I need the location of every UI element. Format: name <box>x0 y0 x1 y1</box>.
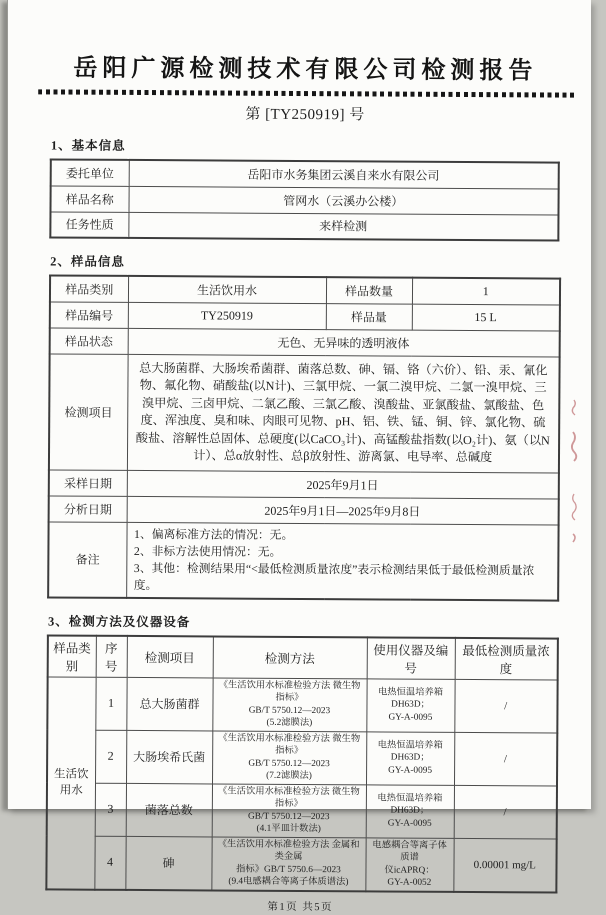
label-cell: 样品编号 <box>50 301 128 327</box>
section-heading-methods: 3、检测方法及仪器设备 <box>47 613 191 629</box>
value-cell: 2025年9月1日—2025年9月8日 <box>127 496 559 525</box>
label-cell: 采样日期 <box>49 469 127 495</box>
test-item-cell: 大肠埃希氏菌 <box>126 730 212 784</box>
value-cell: 管网水（云溪办公楼） <box>128 186 558 215</box>
table-row <box>50 327 560 356</box>
label-cell: 检测项目 <box>49 353 128 469</box>
table-row <box>50 275 560 304</box>
instrument-cell: 电感耦合等离子体质谱 仪icAPRQ： GY-A-0052 <box>365 837 453 891</box>
section-heading-basic-info: 1、基本信息 <box>50 138 126 153</box>
table-row <box>49 353 560 472</box>
test-item-cell: 砷 <box>125 836 211 890</box>
row-number-cell: 1 <box>95 677 126 730</box>
table-row <box>51 159 559 188</box>
row-number-cell: 2 <box>95 730 126 783</box>
table-row <box>50 301 560 330</box>
method-cell: 《生活饮用水标准检验方法 微生物指标》 GB/T 5750.12—2023 (7.2滤膜法) <box>212 730 366 784</box>
method-cell: 《生活饮用水标准检验方法 金属和类金属 指标》GB/T 5750.6—2023 (9.4电感耦合等离子体质谱法) <box>211 836 365 890</box>
label-cell: 样品状态 <box>50 327 128 353</box>
test-item-cell: 总大肠菌群 <box>126 677 212 731</box>
report-page <box>7 0 591 913</box>
table-row <box>47 729 557 785</box>
table-row <box>46 835 556 892</box>
instrument-cell: 电热恒温培养箱 DH63D； GY-A-0095 <box>366 784 454 838</box>
page-number: 第1页 共5页 <box>267 901 334 913</box>
label-cell: 样品数量 <box>326 277 412 304</box>
methods-table <box>45 634 559 893</box>
detection-limit-cell: / <box>454 732 557 786</box>
value-cell: 生活饮用水 <box>128 276 326 303</box>
detection-limit-cell: / <box>454 679 557 733</box>
value-cell: 2025年9月1日 <box>127 470 559 499</box>
column-header: 检测方法 <box>213 636 367 678</box>
red-ink-marks <box>567 398 581 558</box>
table-row <box>50 185 558 214</box>
table-row <box>50 211 558 240</box>
label-cell: 分析日期 <box>49 495 127 521</box>
value-cell: TY250919 <box>128 302 326 329</box>
report-number: 第 [TY250919] 号 <box>245 106 365 124</box>
instrument-cell: 电热恒温培养箱 DH63D； GY-A-0095 <box>366 678 454 732</box>
detection-limit-cell: 0.00001 mg/L <box>453 838 556 892</box>
sample-info-table <box>47 274 561 601</box>
table-row <box>48 521 558 600</box>
instrument-cell: 电热恒温培养箱 DH63D； GY-A-0095 <box>366 731 454 785</box>
label-cell: 备注 <box>48 521 126 597</box>
table-row <box>47 676 557 732</box>
detection-limit-cell: / <box>454 785 557 839</box>
label-cell: 样品名称 <box>50 185 128 211</box>
sample-category-cell: 生活饮用水 <box>46 676 95 889</box>
dotted-divider <box>38 89 574 97</box>
method-cell: 《生活饮用水标准检验方法 微生物指标》 GB/T 5750.12—2023 (5.2滤膜法) <box>212 677 366 731</box>
report-content <box>45 0 561 915</box>
document-title: 岳阳广源检测技术有限公司检测报告 <box>73 54 538 85</box>
value-cell: 岳阳市水务集团云溪自来水有限公司 <box>129 160 559 189</box>
section-heading-sample-info: 2、样品信息 <box>50 254 125 269</box>
column-header: 使用仪器及编号 <box>367 637 455 679</box>
label-cell: 委托单位 <box>51 159 129 185</box>
column-header: 样品类别 <box>48 635 96 677</box>
remark-cell: 1、偏离标准方法的情况：无。 2、非标方法使用情况：无。 3、其他：检测结果用“<最低检测质量浓度”表示检测结果低于最低检测质量浓度。 <box>126 522 558 600</box>
table-row <box>49 469 559 498</box>
value-cell: 来样检测 <box>128 212 558 241</box>
table-row <box>49 495 559 524</box>
value-cell: 1 <box>412 278 560 305</box>
label-cell: 样品量 <box>326 303 412 330</box>
test-items-cell: 总大肠菌群、大肠埃希菌群、菌落总数、砷、镉、铬（六价）、铅、汞、氰化物、氟化物、硝酸盐(以N计)、三氯甲烷、一氯二溴甲烷、二氯一溴甲烷、三溴甲烷、三卤甲烷、二氯乙酸、三氯乙酸、溴酸盐、亚氯酸盐、氯酸盐、色度、浑浊度、臭和味、肉眼可见物、pH、铝、铁、锰、铜、锌、氯化物、硫酸盐、溶解性总固体、总硬度(以CaCO₃计)、高锰酸盐指数(以O₂计)、氨（以N计）、总α放射性、总β放射性、游离氯、电导率、总碱度 <box>127 354 560 473</box>
value-cell: 无色、无异味的透明液体 <box>128 328 560 357</box>
label-cell: 任务性质 <box>50 211 128 237</box>
table-row <box>47 782 557 838</box>
column-header: 序号 <box>96 635 127 677</box>
row-number-cell: 4 <box>94 836 125 890</box>
method-cell: 《生活饮用水标准检验方法 微生物指标》 GB/T 5750.12—2023 (4.1平皿计数法) <box>212 783 366 837</box>
value-cell: 15 L <box>412 304 560 331</box>
basic-info-table <box>49 158 559 241</box>
test-item-cell: 菌落总数 <box>126 783 212 837</box>
table-header-row <box>48 635 558 680</box>
column-header: 检测项目 <box>127 635 213 677</box>
column-header: 最低检测质量浓度 <box>455 637 558 679</box>
label-cell: 样品类别 <box>50 275 128 301</box>
row-number-cell: 3 <box>95 783 126 836</box>
